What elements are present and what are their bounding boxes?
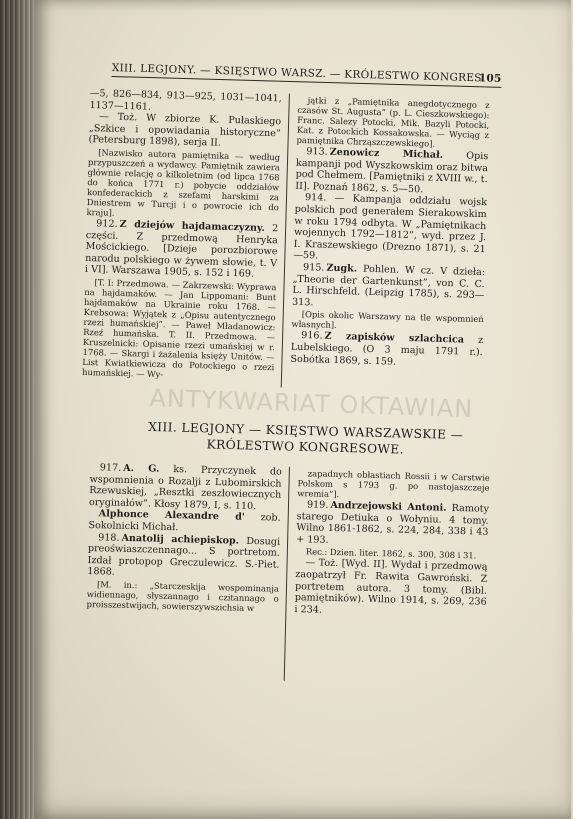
- upper-right-column: [290, 94, 489, 370]
- entry-title: Z dziejów hajdamaczyzny.: [119, 218, 265, 234]
- book-page: [34, 0, 571, 819]
- bibliography-entry: [85, 218, 279, 281]
- paragraph: — Toż. [Wyd. II]. Wydał i przedmową zaopatrzył Fr. Rawita Gawroński. Z portretem autora. 3 tomy. (Bibl. pamiętników). Wilno 1914, s. 269, 236 i 234.: [294, 557, 488, 616]
- watermark: ANTYKWARIAT OKTAWIAN: [149, 384, 474, 424]
- annotation-note: [M. in.: „Starczeskija wospominanja widiennago, słyszannago i czitannago o proisszestwijach, sowierszywszichsia w: [86, 579, 280, 613]
- section-heading-line-1: XIII. LEGJONY — KSIĘSTWO WARSZAWSKIE —: [148, 419, 464, 443]
- entry-text: z Lubelskiego. (O 3 maju 1791 r.). Sobótka 1869, s. 159.: [290, 334, 484, 368]
- entry-number: 912.: [96, 218, 118, 230]
- upper-text-block: [81, 88, 490, 399]
- annotation-note: [T. I: Przedmowa. — Zakrzewski: Wyprawa na hajdamaków. — Jan Lippomani: Bunt hajdamaków na Ukrainie roku 1768. — Krebsowa: Wyjątek z „Opisu autentycznego rzezi humańskiej”. — Paweł Mładanowicz: Rzeź humańska. T. II. Przedmowa. — Kruszelnicki: Opisanie rzezi umańskiej w r. 1768. — Skargi i żażalenia księży Unitów. — List Kwiatkiewicza do Potockiego o rzezi humańskiej. — Wy-: [81, 277, 277, 380]
- entry-text: Opis kampanji pod Wyszkowskim oraz bitwa pod Chełmem. [Pamiętniki z XVIII w., t. II]. Poznań 1862, s. 5—50.: [295, 149, 489, 196]
- annotation-note: jątki z „Pamiętnika anegdotycznego z czasów St. Augusta” (p. L. Cieszkowskiego): Franc. Salezy Potocki, Mik. Bazyli Potocki, Kat. z Potockich Kossakowska. — Wyciąg z pamiętnika Chrząszczewskiego].: [296, 95, 490, 149]
- entry-text: ks. Przyczynek do wspomnienia o Rozalji z Lubomirskich Rzewuskiej, „Resztki zeszłowiecznych oryginałów”. Kłosy 1879, I, s. 110.: [88, 463, 282, 512]
- page-number: 105: [478, 72, 502, 85]
- section-heading: [115, 418, 496, 460]
- bibliography-entry: [296, 499, 489, 550]
- annotation-note: Rec.: Dzien. liter. 1862, s. 300, 308 i 31.: [305, 546, 477, 561]
- entry-number: 917.: [99, 462, 122, 474]
- annotation-note: [Nazwisko autora pamiętnika — według przypuszczeń a wydawcy. Pamiętnik zawiera głównie relację o kilkoletnim (od lipca 1768 do końca 1771 r.) pobycie oddziałów konfederackich z szefami harskimi za Dniestrem w Turcji i o powrocie ich do kraju].: [86, 147, 281, 218]
- bibliography-entry: [292, 262, 485, 314]
- lower-right-column: [294, 467, 490, 620]
- entry-title: Zugk.: [326, 262, 358, 275]
- entry-number: 919.: [306, 499, 329, 511]
- column-divider: [284, 467, 290, 681]
- paragraph: — Toż. W zbiorze K. Pułaskiego „Szkice i opowiadania historyczne” (Petersburg 1898), serja II.: [88, 111, 282, 150]
- annotation-note: zapadnych obłastiach Rossii i w Carstwie Polskom s 1793 g. po nastojaszczeje wremia”].: [297, 468, 490, 500]
- entry-text: Pohlen. W cz. V dzieła: „Theorie der Gartenkunst”, von C. C. L. Hirschfeld. (Leipzig 1785), s. 293—313.: [291, 263, 486, 309]
- entry-number: 915.: [302, 261, 325, 274]
- entry-text: zob. Sokolnicki Michał.: [88, 512, 281, 534]
- annotation-note: [Opis okolic Warszawy na tle wspomnień własnych].: [291, 309, 484, 331]
- entry-text: 2 części. Z przedmową Henryka Mościckiego. [Dzieje porozbiorowe narodu polskiego w żywem słowie, t. V i VI]. Warszawa 1905, s. 152 i 169.: [84, 222, 279, 280]
- entry-title: Andrzejowski Antoni.: [330, 499, 447, 514]
- header-title: XIII. LEGJONY. — KSIĘSTWO WARSZ. — KRÓLESTWO KONGRES.: [111, 61, 486, 85]
- entry-text: Ramoty starego Detiuka o Wołyniu. 4 tomy. Wilno 1861-1862, s. 224, 284, 338 i 43 + 193.: [296, 502, 490, 546]
- entry-title: Z zapisków szlachcica: [324, 330, 465, 346]
- running-header: [111, 60, 501, 91]
- bibliography-entry: [295, 146, 488, 198]
- paragraph: —5, 826—834, 913—925, 1031—1041, 1137—1161.: [89, 88, 282, 113]
- column-divider: [281, 94, 290, 388]
- section-heading-line-2: KRÓLESTWO KONGRESOWE.: [206, 437, 405, 457]
- bibliography-entry: [87, 532, 280, 583]
- lower-left-column: [86, 462, 282, 615]
- bibliography-entry: [290, 330, 483, 370]
- entry-number: 916.: [301, 330, 323, 342]
- upper-left-column: [82, 88, 282, 383]
- entry-text: Dosugi preoświaszczennago... S portretom. Izdał protopop Greczulewicz. S.-Piet. 1868.: [87, 535, 281, 578]
- paragraph: 914. — Kampanja oddziału wojsk polskich pod generałem Sierakowskim w roku 1794 odbyta. W „Pamiętnikach wojennych 1792—1812”, wyd. przez J. I. Kraszewskiego (Drezno 1871), s. 21—59.: [293, 192, 488, 262]
- entry-title: Alphonce Alexandre d': [98, 508, 245, 524]
- entry-number: 913.: [306, 146, 328, 158]
- entry-title: A. G.: [123, 462, 160, 475]
- entry-number: 918.: [98, 531, 120, 544]
- lower-text-block: [85, 462, 490, 691]
- bibliography-entry: [89, 462, 282, 513]
- entry-title: Anatolij achiepiskop.: [121, 532, 240, 547]
- entry-title: Zenowicz Michał.: [329, 146, 444, 161]
